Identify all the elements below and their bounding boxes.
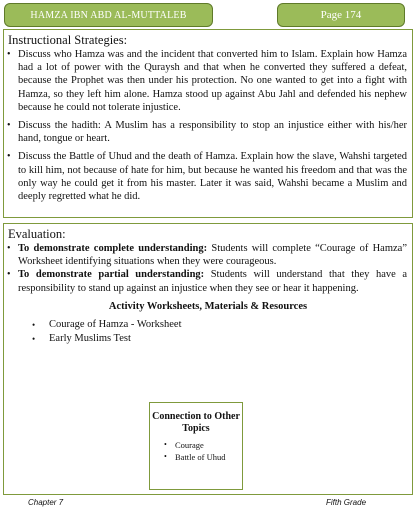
connection-list [150, 439, 242, 463]
strategy-text: Discuss who Hamza was and the incident that converted him to Islam. Explain how Hamza had a lot of power with the Quraysh and that when he converted they suffered a defeat, because the Prophet was then under his protection. No one wanted to get into a fight with Hamza, so they left him alone. Hamza stood up against Abu Jahl and defended his nephew because he could not tolerate injustice. [18, 49, 407, 113]
list-item [150, 451, 242, 463]
resource-text: Early Muslims Test [49, 333, 131, 344]
evaluation-heading: Evaluation: [8, 227, 66, 241]
evaluation-text: Students will complete “Courage of Hamza” Worksheet identifying situations when they were courageous. [18, 243, 407, 268]
list-item [6, 150, 407, 203]
chapter-title-banner [4, 3, 213, 27]
list-item [32, 332, 182, 346]
resources-list [32, 318, 182, 346]
connection-topics-box [149, 402, 243, 490]
strategy-text: Discuss the Battle of Uhud and the death of Hamza. Explain how the slave, Wahshi targeted to kill him, not because of hate for him, but because he wanted his freedom and that was the only way he could get it from his master. Later it was said, Wahshi became a Muslim and deeply regretted what he did. [18, 151, 407, 203]
bullet-icon: • [7, 49, 11, 60]
bullet-icon: • [7, 120, 11, 132]
chapter-title: HAMZA IBN ABD AL-MUTTALEB [30, 9, 187, 21]
footer-chapter: Chapter 7 [28, 498, 64, 507]
strategies-heading: Instructional Strategies: [8, 33, 128, 47]
evaluation-text: Students will understand that they have a responsibility to stand up against an injustice when they see or hear it happening. [18, 269, 407, 294]
bullet-icon: • [164, 440, 167, 449]
activity-resources-heading: Activity Worksheets, Materials & Resources [108, 301, 308, 312]
bullet-icon: • [32, 320, 36, 330]
bullet-icon: • [32, 334, 36, 344]
page-number: Page 174 [320, 9, 362, 21]
strategies-list [6, 48, 407, 208]
bullet-icon: • [7, 243, 11, 254]
connection-topic: Courage [175, 440, 204, 450]
resource-text: Courage of Hamza - Worksheet [49, 319, 182, 330]
evaluation-list [6, 242, 407, 295]
bullet-icon: • [164, 452, 167, 461]
evaluation-box [3, 223, 413, 495]
evaluation-lead: To demonstrate partial understanding: [18, 269, 205, 281]
bullet-icon: • [7, 269, 11, 281]
list-item [6, 268, 407, 294]
footer-grade: Fifth Grade [326, 498, 367, 507]
list-item [6, 48, 407, 114]
page-number-banner [277, 3, 405, 27]
strategy-text: Discuss the hadith: A Muslim has a responsibility to stop an injustice either with his/her hand, tongue or heart. [18, 120, 407, 145]
list-item [32, 318, 182, 332]
bullet-icon: • [7, 151, 11, 163]
connection-title: Connection to Other Topics [152, 411, 240, 434]
list-item [6, 242, 407, 268]
list-item [6, 119, 407, 145]
connection-topic: Battle of Uhud [175, 452, 226, 462]
list-item [150, 439, 242, 451]
evaluation-lead: To demonstrate complete understanding: [18, 243, 208, 254]
instructional-strategies-box [3, 29, 413, 218]
